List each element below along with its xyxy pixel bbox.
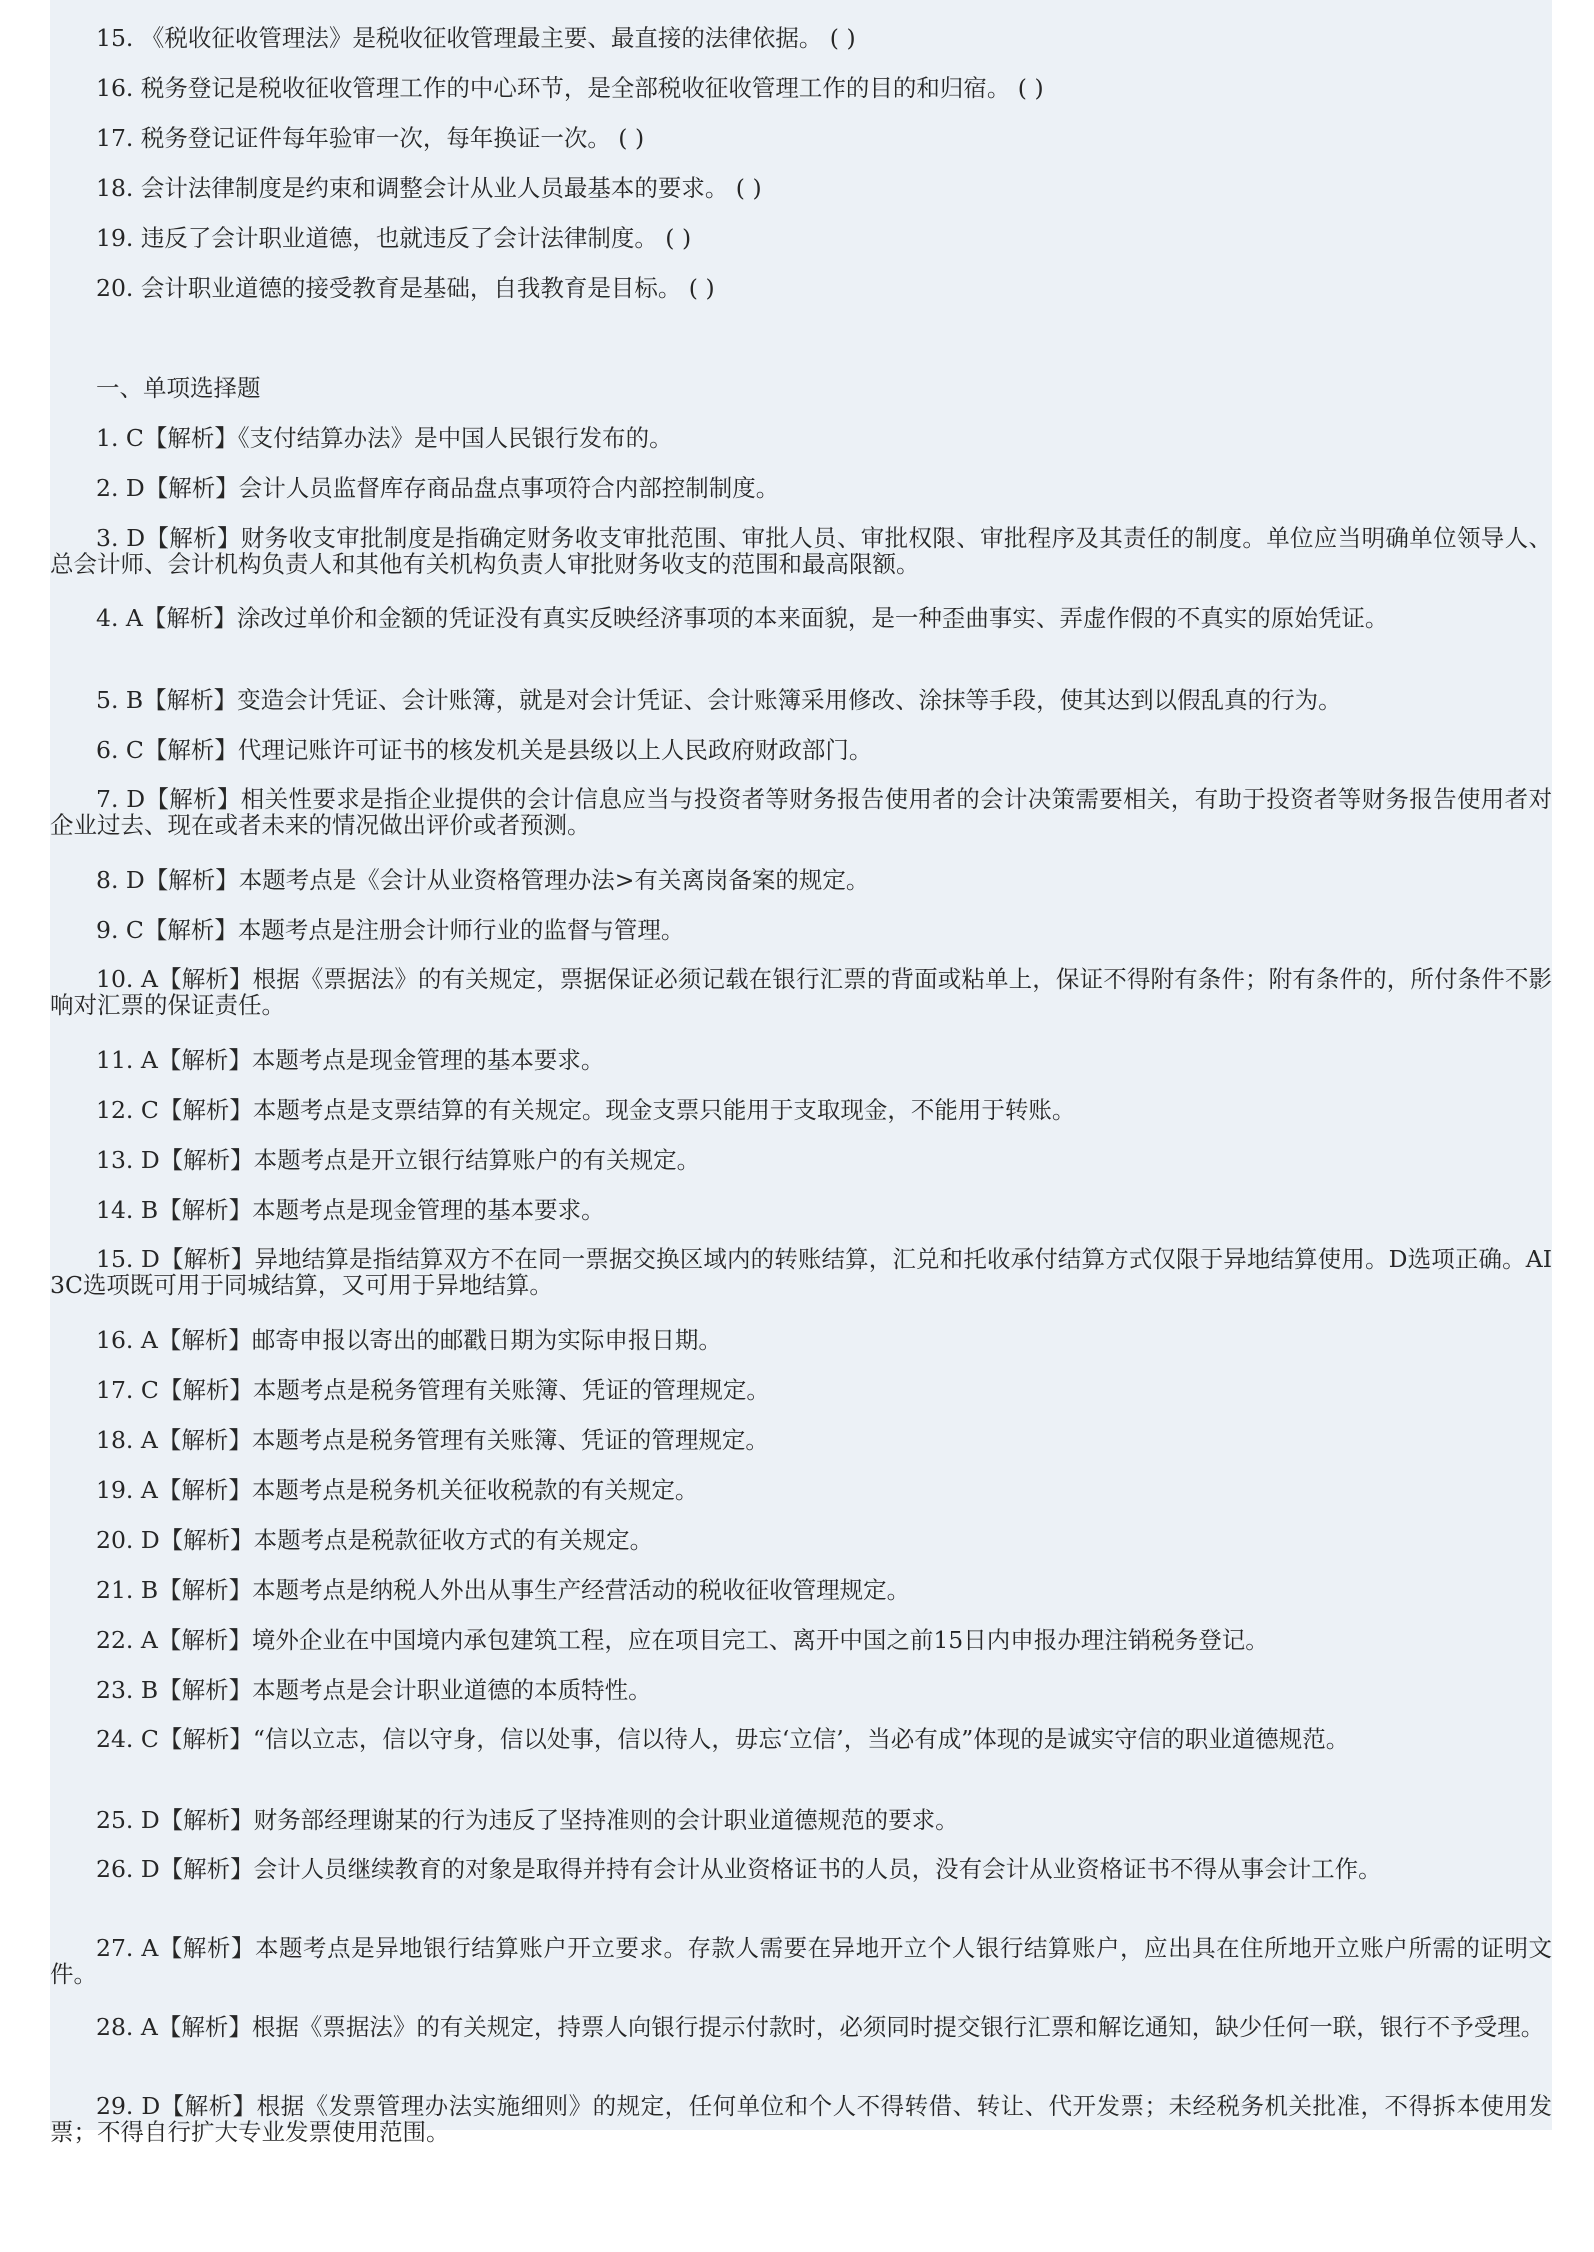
answer-item: 28. A【解析】根据《票据法》的有关规定，持票人向银行提示付款时，必须同时提交银行汇票和解讫通知，缺少任何一联，银行不予受理。 (96, 2013, 1545, 2041)
answer-item: 21. B【解析】本题考点是纳税人外出从事生产经营活动的税收征收管理规定。 (96, 1576, 911, 1604)
answer-item: 14. B【解析】本题考点是现金管理的基本要求。 (96, 1196, 605, 1224)
answer-item: 9. C【解析】本题考点是注册会计师行业的监督与管理。 (96, 916, 685, 944)
answer-item: 25. D【解析】财务部经理谢某的行为违反了坚持准则的会计职业道德规范的要求。 (96, 1806, 959, 1834)
document-page (50, 0, 1552, 2146)
answer-item: 2. D【解析】会计人员监督库存商品盘点事项符合内部控制制度。 (96, 474, 780, 502)
answer-item: 18. A【解析】本题考点是税务管理有关账簿、凭证的管理规定。 (96, 1426, 769, 1454)
answer-item: 10. A【解析】根据《票据法》的有关规定，票据保证必须记载在银行汇票的背面或粘单上，保证不得附有条件；附有条件的，所付条件不影响对汇票的保证责任。 (50, 965, 1552, 1019)
answer-item: 6. C【解析】代理记账许可证书的核发机关是县级以上人民政府财政部门。 (96, 736, 873, 764)
answer-item: 24. C【解析】“信以立志，信以守身，信以处事，信以待人，毋忘‘立信’，当必有成”体现的是诚实守信的职业道德规范。 (96, 1725, 1350, 1753)
judgement-item-16: 16. 税务登记是税收征收管理工作的中心环节，是全部税收征收管理工作的目的和归宿。 ( ) (96, 74, 1044, 102)
answer-item: 4. A【解析】涂改过单价和金额的凭证没有真实反映经济事项的本来面貌，是一种歪曲事实、弄虚作假的不真实的原始凭证。 (96, 604, 1389, 632)
answer-item: 8. D【解析】本题考点是《会计从业资格管理办法>有关离岗备案的规定。 (96, 866, 870, 894)
answer-item: 27. A【解析】本题考点是异地银行结算账户开立要求。存款人需要在异地开立个人银行结算账户，应出具在住所地开立账户所需的证明文件。 (50, 1934, 1552, 1988)
answer-item: 29. D【解析】根据《发票管理办法实施细则》的规定，任何单位和个人不得转借、转让、代开发票；未经税务机关批准，不得拆本使用发票；不得自行扩大专业发票使用范围。 (50, 2092, 1552, 2146)
answer-item: 13. D【解析】本题考点是开立银行结算账户的有关规定。 (96, 1146, 701, 1174)
answer-item: 15. D【解析】异地结算是指结算双方不在同一票据交换区域内的转账结算，汇兑和托收承付结算方式仅限于异地结算使用。D选项正确。AI3C选项既可用于同城结算，又可用于异地结算。 (50, 1245, 1552, 1299)
answer-item: 1. C【解析】《支付结算办法》是中国人民银行发布的。 (96, 424, 673, 452)
judgement-item-18: 18. 会计法律制度是约束和调整会计从业人员最基本的要求。 ( ) (96, 174, 762, 202)
answer-item: 22. A【解析】境外企业在中国境内承包建筑工程，应在项目完工、离开中国之前15日内申报办理注销税务登记。 (96, 1626, 1269, 1654)
answer-item: 23. B【解析】本题考点是会计职业道德的本质特性。 (96, 1676, 652, 1704)
judgement-item-20: 20. 会计职业道德的接受教育是基础，自我教育是目标。 ( ) (96, 274, 715, 302)
judgement-item-15: 15. 《税收征收管理法》是税收征收管理最主要、最直接的法律依据。 ( ) (96, 24, 856, 52)
answer-item: 16. A【解析】邮寄申报以寄出的邮戳日期为实际申报日期。 (96, 1326, 722, 1354)
answer-item: 17. C【解析】本题考点是税务管理有关账簿、凭证的管理规定。 (96, 1376, 770, 1404)
answer-item: 26. D【解析】会计人员继续教育的对象是取得并持有会计从业资格证书的人员，没有会计从业资格证书不得从事会计工作。 (96, 1855, 1382, 1883)
judgement-item-17: 17. 税务登记证件每年验审一次，每年换证一次。 ( ) (96, 124, 645, 152)
answer-item: 12. C【解析】本题考点是支票结算的有关规定。现金支票只能用于支取现金，不能用于转账。 (96, 1096, 1076, 1124)
answer-item: 20. D【解析】本题考点是税款征收方式的有关规定。 (96, 1526, 654, 1554)
judgement-item-19: 19. 违反了会计职业道德，也就违反了会计法律制度。 ( ) (96, 224, 692, 252)
answer-item: 11. A【解析】本题考点是现金管理的基本要求。 (96, 1046, 605, 1074)
answer-item: 3. D【解析】财务收支审批制度是指确定财务收支审批范围、审批人员、审批权限、审批程序及其责任的制度。单位应当明确单位领导人、总会计师、会计机构负责人和其他有关机构负责人审批财务收支的范围和最高限额。 (50, 524, 1552, 578)
section-heading: 一、单项选择题 (96, 374, 261, 402)
answer-item: 7. D【解析】相关性要求是指企业提供的会计信息应当与投资者等财务报告使用者的会计决策需要相关，有助于投资者等财务报告使用者对企业过去、现在或者未来的情况做出评价或者预测。 (50, 785, 1552, 839)
answer-item: 5. B【解析】变造会计凭证、会计账簿，就是对会计凭证、会计账簿采用修改、涂抹等手段，使其达到以假乱真的行为。 (96, 686, 1342, 714)
answer-item: 19. A【解析】本题考点是税务机关征收税款的有关规定。 (96, 1476, 699, 1504)
